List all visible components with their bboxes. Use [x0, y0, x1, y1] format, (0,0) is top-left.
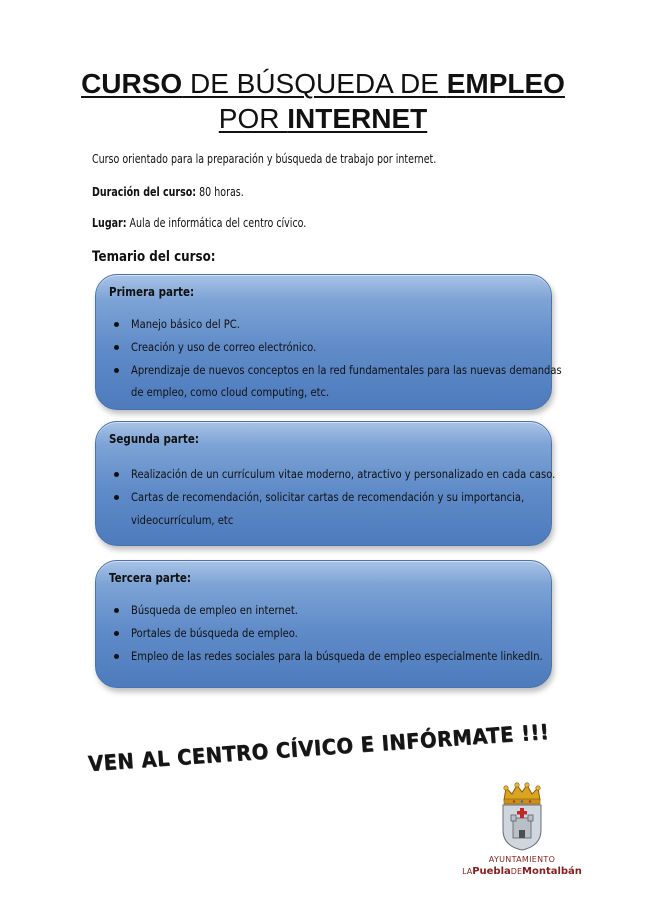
title-word-curso: CURSO	[81, 68, 183, 99]
logo-line-ayuntamiento: AYUNTAMIENTO	[488, 855, 556, 864]
part-two-title: Segunda parte:	[109, 432, 199, 446]
duration-line	[92, 185, 244, 199]
place-value: Aula de informática del centro cívico.	[126, 216, 307, 230]
coat-of-arms-icon	[492, 782, 552, 852]
part-one-list	[110, 313, 632, 404]
logo-line-town: LAPueblaDEMontalbán	[462, 866, 582, 877]
syllabus-heading: Temario del curso:	[92, 249, 216, 265]
title-word-internet: INTERNET	[287, 103, 428, 134]
part-three-title: Tercera parte:	[109, 571, 192, 585]
list-item: Portales de búsqueda de empleo.	[110, 622, 610, 645]
part-one-box	[95, 274, 562, 410]
list-item-continuation: videocurrículum, etc	[131, 513, 234, 527]
list-item-continuation: de empleo, como cloud computing, etc.	[131, 385, 330, 399]
part-two-list	[110, 463, 624, 532]
part-one-title: Primera parte:	[109, 285, 195, 299]
slogan-text: VEN AL CENTRO CÍVICO E INFÓRMATE !!!	[87, 719, 550, 776]
duration-label: Duración del curso:	[92, 185, 197, 199]
list-item: Creación y uso de correo electrónico.	[110, 336, 632, 359]
place-line	[92, 216, 306, 230]
list-item: Realización de un currículum vitae moderno, atractivo y personalizado en cada caso.	[110, 463, 624, 486]
part-three-list	[110, 599, 610, 668]
duration-value: 80 horas.	[196, 185, 244, 199]
title-word-busqueda: DE BÚSQUEDA DE	[182, 68, 447, 99]
part-three-box	[95, 560, 552, 688]
part-two-box	[95, 421, 556, 546]
list-item: Manejo básico del PC.	[110, 313, 632, 336]
intro-text: Curso orientado para la preparación y búsqueda de trabajo por internet.	[92, 152, 437, 166]
logo-caption	[462, 855, 582, 879]
list-item: Búsqueda de empleo en internet.	[110, 599, 610, 622]
place-label: Lugar:	[92, 216, 127, 230]
list-item: Aprendizaje de nuevos conceptos en la red fundamentales para las nuevas demandas	[110, 359, 632, 382]
list-item: Cartas de recomendación, solicitar cartas de recomendación y su importancia,	[110, 486, 624, 509]
title-word-por: POR	[218, 103, 288, 134]
title-word-empleo: EMPLEO	[446, 68, 565, 99]
page-title	[0, 66, 646, 136]
list-item: Empleo de las redes sociales para la búsqueda de empleo especialmente linkedIn.	[110, 645, 610, 668]
